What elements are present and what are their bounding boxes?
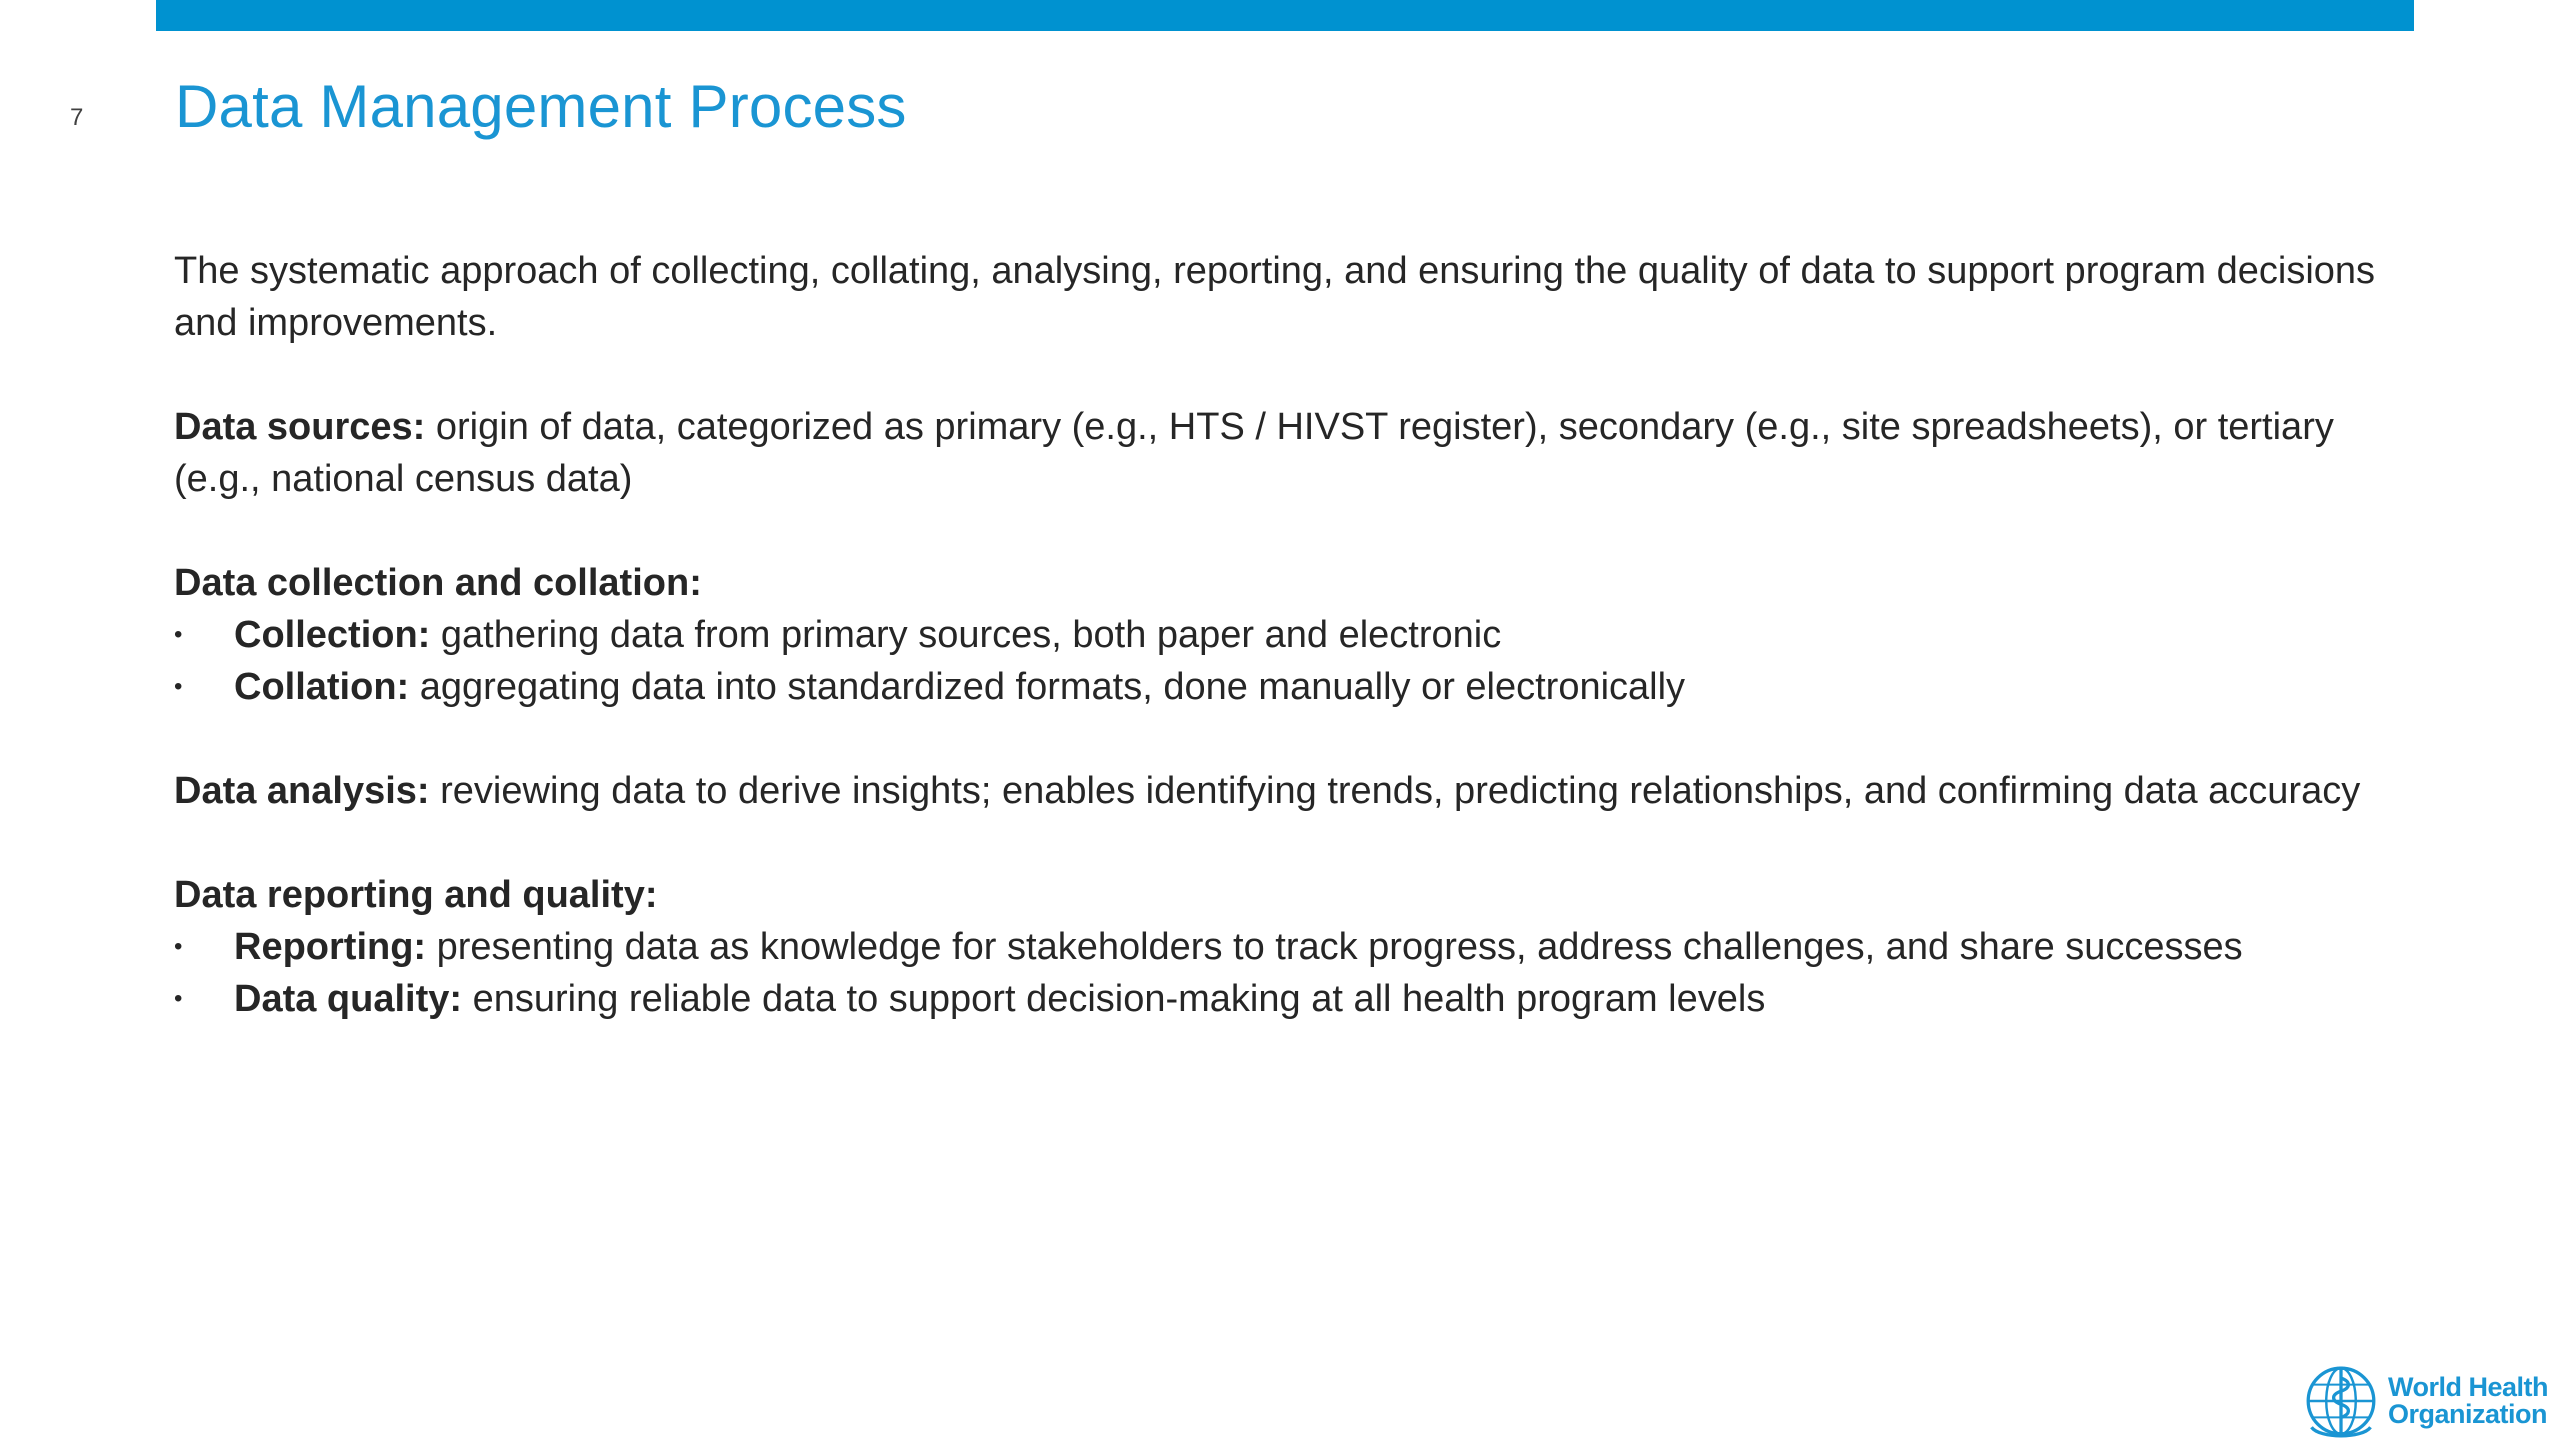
bullet-text: aggregating data into standardized formats, done manually or electronically: [409, 666, 1686, 708]
bullet-icon: •: [174, 933, 183, 960]
slide-content: [174, 245, 2384, 1025]
data-analysis-paragraph: [174, 765, 2384, 817]
list-item: [174, 921, 2384, 973]
list-item: [174, 973, 2384, 1025]
collection-heading: Data collection and collation:: [174, 562, 702, 604]
slide-title: Data Management Process: [175, 73, 907, 140]
top-accent-bar: [156, 0, 2414, 31]
slide-number: 7: [70, 104, 84, 131]
who-logo: [2300, 1360, 2548, 1442]
who-emblem-icon: [2300, 1360, 2382, 1442]
bullet-label: Collation:: [234, 666, 410, 708]
data-sources-paragraph: [174, 401, 2384, 505]
bullet-label: Data quality:: [234, 978, 463, 1020]
intro-paragraph: The systematic approach of collecting, collating, analysing, reporting, and ensuring the quality of data to support program decisions and improvements.: [174, 250, 2376, 344]
who-logo-line1: World Health: [2388, 1372, 2549, 1402]
bullet-text: gathering data from primary sources, both paper and electronic: [430, 614, 1502, 656]
list-item: [174, 661, 2384, 713]
bullet-text: presenting data as knowledge for stakeholders to track progress, address challenges, and share successes: [426, 926, 2243, 968]
bullet-text: ensuring reliable data to support decision-making at all health program levels: [462, 978, 1766, 1020]
data-analysis-text: reviewing data to derive insights; enables identifying trends, predicting relationships, and confirming data accuracy: [429, 770, 2361, 812]
reporting-heading: Data reporting and quality:: [174, 874, 658, 916]
bullet-label: Collection:: [234, 614, 431, 656]
list-item: [174, 609, 2384, 661]
bullet-icon: •: [174, 985, 183, 1012]
data-analysis-label: Data analysis:: [174, 770, 430, 812]
bullet-label: Reporting:: [234, 926, 427, 968]
who-logo-line2: Organization: [2388, 1399, 2548, 1429]
bullet-icon: •: [174, 673, 183, 700]
bullet-icon: •: [174, 621, 183, 648]
who-logo-text: [2388, 1374, 2548, 1428]
data-sources-label: Data sources:: [174, 406, 426, 448]
data-sources-text: origin of data, categorized as primary (e.g., HTS / HIVST register), secondary (e.g., site spreadsheets), or tertiary (e.g., national census data): [174, 406, 2334, 500]
